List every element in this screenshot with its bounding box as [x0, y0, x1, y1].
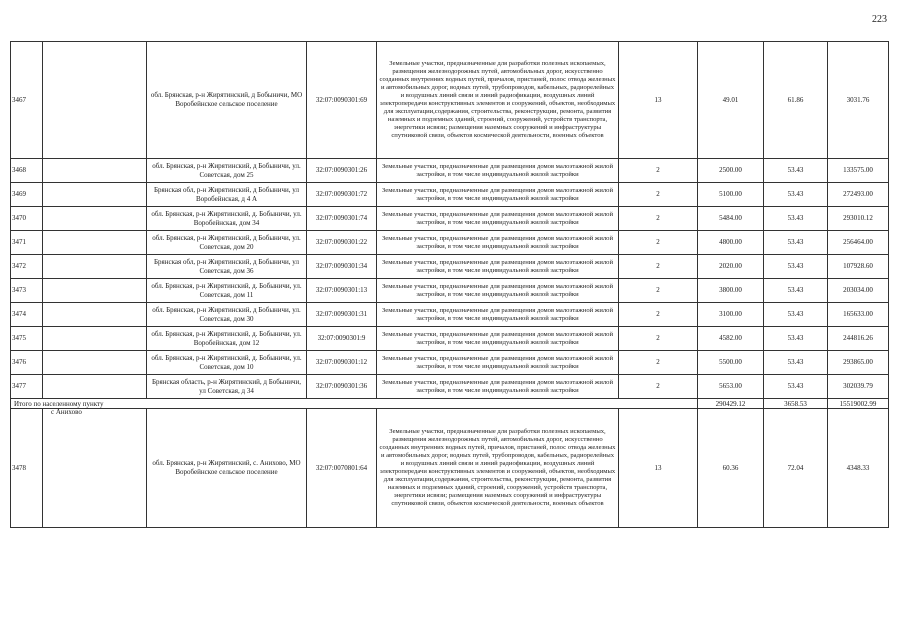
- total-rate: 3658.53: [764, 399, 828, 409]
- row-area: 5100.00: [698, 183, 764, 207]
- row-cadastral: 32:07:0090301:22: [307, 231, 377, 255]
- row-description: Земельные участки, предназначенные для размещения домов малоэтажной жилой застройки, в том числе индивидуальной жилой застройки: [377, 351, 619, 375]
- table-row: [11, 231, 889, 255]
- row-rate: 53.43: [764, 375, 828, 399]
- table-body: [11, 42, 889, 528]
- row-rate: 53.43: [764, 303, 828, 327]
- row-cadastral: 32:07:0090301:74: [307, 207, 377, 231]
- row-area: 3800.00: [698, 279, 764, 303]
- row-cadastral: 32:07:0090301:13: [307, 279, 377, 303]
- row-cadastral: 32:07:0090301:26: [307, 159, 377, 183]
- row-value: 293010.12: [828, 207, 889, 231]
- total-value: 15519002.99: [828, 399, 889, 409]
- row-empty-cell: [43, 183, 147, 207]
- row-address: Брянская обл, р-н Жирятинский, д Бобыничи, ул Советская, дом 36: [147, 255, 307, 279]
- row-number: 3477: [11, 375, 43, 399]
- row-area: 5500.00: [698, 351, 764, 375]
- row-empty-cell: [43, 279, 147, 303]
- row-description: Земельные участки, предназначенные для размещения домов малоэтажной жилой застройки, в том числе индивидуальной жилой застройки: [377, 279, 619, 303]
- row-area: 4800.00: [698, 231, 764, 255]
- row-description: Земельные участки, предназначенные для размещения домов малоэтажной жилой застройки, в том числе индивидуальной жилой застройки: [377, 183, 619, 207]
- row-description: Земельные участки, предназначенные для размещения домов малоэтажной жилой застройки, в том числе индивидуальной жилой застройки: [377, 255, 619, 279]
- row-area: 2500.00: [698, 159, 764, 183]
- row-value: 293865.00: [828, 351, 889, 375]
- table-row: [11, 42, 889, 159]
- table-row: [11, 327, 889, 351]
- row-code: 13: [619, 42, 698, 159]
- row-value: 3031.76: [828, 42, 889, 159]
- row-description: Земельные участки, предназначенные для размещения домов малоэтажной жилой застройки, в том числе индивидуальной жилой застройки: [377, 303, 619, 327]
- row-description: Земельные участки, предназначенные для размещения домов малоэтажной жилой застройки, в том числе индивидуальной жилой застройки: [377, 327, 619, 351]
- row-description: Земельные участки, предназначенные для разработки полезных ископаемых, размещения железнодорожных путей, автомобильных дорог, искусственно созданных внутренних водных путей, причалов, пристаней, полос отвода железных и автомобильных дорог, водных путей, трубопроводов, кабельных, радиорелейных и воздушных линий связи и линий радиофикации, воздушных линий электропередачи конструктивных элементов и сооружений, объектов, необходимых для эксплуатации,содержания, строительства, реконструкции, ремонта, развития наземных и подземных зданий, строений, сооружений, устройств транспорта, энергетики исвязи; размещения наземных сооружений и инфраструктуры спутниковой связи, объектов космической деятельности, военных объектов: [377, 42, 619, 159]
- row-description: Земельные участки, предназначенные для размещения домов малоэтажной жилой застройки, в том числе индивидуальной жилой застройки: [377, 231, 619, 255]
- row-address: обл. Брянская, р-н Жирятинский, с. Анихово, МО Воробейнское сельское поселение: [147, 409, 307, 528]
- table-row: [11, 303, 889, 327]
- total-area: 290429.12: [698, 399, 764, 409]
- row-description: Земельные участки, предназначенные для разработки полезных ископаемых, размещения железнодорожных путей, автомобильных дорог, искусственно созданных внутренних водных путей, причалов, пристаней, полос отвода железных и автомобильных дорог, водных путей, трубопроводов, кабельных, радиорелейных и воздушных линий связи и линий радиофикации, воздушных линий электропередачи конструктивных элементов и сооружений, объектов, необходимых для эксплуатации,содержания, строительства, реконструкции, ремонта, развития наземных и подземных зданий, строений, сооружений, устройств транспорта, энергетики исвязи; размещения наземных сооружений и инфраструктуры спутниковой связи, объектов космической деятельности, военных объектов: [377, 409, 619, 528]
- row-empty-cell: [43, 159, 147, 183]
- row-area: 5653.00: [698, 375, 764, 399]
- row-code: 2: [619, 231, 698, 255]
- table-row-last: [11, 409, 889, 528]
- row-code: 2: [619, 183, 698, 207]
- locality-label: с Анихово: [43, 409, 147, 528]
- row-rate: 53.43: [764, 255, 828, 279]
- row-rate: 53.43: [764, 351, 828, 375]
- row-empty-cell: [43, 375, 147, 399]
- row-number: 3473: [11, 279, 43, 303]
- row-cadastral: 32:07:0090301:72: [307, 183, 377, 207]
- row-value: 133575.00: [828, 159, 889, 183]
- row-rate: 72.04: [764, 409, 828, 528]
- row-rate: 53.43: [764, 231, 828, 255]
- row-value: 107928.60: [828, 255, 889, 279]
- row-code: 2: [619, 207, 698, 231]
- row-empty-cell: [43, 42, 147, 159]
- row-empty-cell: [43, 255, 147, 279]
- row-area: 60.36: [698, 409, 764, 528]
- row-value: 203034.00: [828, 279, 889, 303]
- row-value: 4348.33: [828, 409, 889, 528]
- row-number: 3470: [11, 207, 43, 231]
- row-cadastral: 32:07:0070801:64: [307, 409, 377, 528]
- total-row: [11, 399, 889, 409]
- row-address: обл. Брянская, р-н Жирятинский, д. Бобыничи, ул. Советская, дом 10: [147, 351, 307, 375]
- row-code: 2: [619, 351, 698, 375]
- row-number: 3469: [11, 183, 43, 207]
- row-rate: 53.43: [764, 279, 828, 303]
- row-address: обл. Брянская, р-н Жирятинский, д Бобыничи, ул. Советская, дом 30: [147, 303, 307, 327]
- row-address: Брянская обл, р-н Жирятинский, д Бобыничи, ул Воробейнская, д 4 А: [147, 183, 307, 207]
- row-code: 2: [619, 255, 698, 279]
- row-area: 2020.00: [698, 255, 764, 279]
- row-number: 3467: [11, 42, 43, 159]
- row-number: 3478: [11, 409, 43, 528]
- row-cadastral: 32:07:0090301:31: [307, 303, 377, 327]
- cadastral-table: [10, 41, 889, 528]
- table-row: [11, 183, 889, 207]
- row-number: 3476: [11, 351, 43, 375]
- row-value: 244816.26: [828, 327, 889, 351]
- row-value: 165633.00: [828, 303, 889, 327]
- row-empty-cell: [43, 327, 147, 351]
- row-code: 2: [619, 327, 698, 351]
- row-area: 49.01: [698, 42, 764, 159]
- row-value: 302039.79: [828, 375, 889, 399]
- table-row: [11, 207, 889, 231]
- row-cadastral: 32:07:0090301:69: [307, 42, 377, 159]
- row-number: 3468: [11, 159, 43, 183]
- row-description: Земельные участки, предназначенные для размещения домов малоэтажной жилой застройки, в том числе индивидуальной жилой застройки: [377, 207, 619, 231]
- row-code: 2: [619, 303, 698, 327]
- total-label: Итого по населенному пункту: [11, 399, 698, 409]
- row-rate: 61.86: [764, 42, 828, 159]
- row-area: 5484.00: [698, 207, 764, 231]
- row-value: 272493.00: [828, 183, 889, 207]
- row-number: 3474: [11, 303, 43, 327]
- row-address: обл. Брянская, р-н Жирятинский, д Бобыничи, ул. Советская, дом 25: [147, 159, 307, 183]
- row-number: 3475: [11, 327, 43, 351]
- row-cadastral: 32:07:0090301:36: [307, 375, 377, 399]
- row-rate: 53.43: [764, 183, 828, 207]
- row-code: 13: [619, 409, 698, 528]
- row-rate: 53.43: [764, 207, 828, 231]
- row-value: 256464.00: [828, 231, 889, 255]
- row-number: 3471: [11, 231, 43, 255]
- row-cadastral: 32:07:0090301:12: [307, 351, 377, 375]
- row-cadastral: 32:07:0090301:9: [307, 327, 377, 351]
- row-code: 2: [619, 159, 698, 183]
- page-number: 223: [872, 14, 887, 25]
- row-area: 4582.00: [698, 327, 764, 351]
- table-row: [11, 279, 889, 303]
- row-address: обл. Брянская, р-н Жирятинский, д. Бобыничи, ул. Советская, дом 11: [147, 279, 307, 303]
- row-cadastral: 32:07:0090301:34: [307, 255, 377, 279]
- row-empty-cell: [43, 207, 147, 231]
- row-empty-cell: [43, 303, 147, 327]
- table-row: [11, 375, 889, 399]
- row-empty-cell: [43, 231, 147, 255]
- row-rate: 53.43: [764, 159, 828, 183]
- row-address: обл. Брянская, р-н Жирятинский, д. Бобыничи, ул. Воробейнская, дом 34: [147, 207, 307, 231]
- row-description: Земельные участки, предназначенные для размещения домов малоэтажной жилой застройки, в том числе индивидуальной жилой застройки: [377, 375, 619, 399]
- row-area: 3100.00: [698, 303, 764, 327]
- row-address: обл. Брянская, р-н Жирятинский, д. Бобыничи, ул. Воробейнская, дом 12: [147, 327, 307, 351]
- table-row: [11, 255, 889, 279]
- row-rate: 53.43: [764, 327, 828, 351]
- row-address: обл. Брянская, р-н Жирятинский, д Бобыничи, МО Воробейнское сельское поселение: [147, 42, 307, 159]
- row-number: 3472: [11, 255, 43, 279]
- row-empty-cell: [43, 351, 147, 375]
- row-code: 2: [619, 375, 698, 399]
- row-code: 2: [619, 279, 698, 303]
- table-row: [11, 159, 889, 183]
- row-address: Брянская область, р-н Жирятинский, д Бобыничи, ул Советская, д 34: [147, 375, 307, 399]
- row-description: Земельные участки, предназначенные для размещения домов малоэтажной жилой застройки, в том числе индивидуальной жилой застройки: [377, 159, 619, 183]
- row-address: обл. Брянская, р-н Жирятинский, д Бобыничи, ул. Советская, дом 20: [147, 231, 307, 255]
- table-row: [11, 351, 889, 375]
